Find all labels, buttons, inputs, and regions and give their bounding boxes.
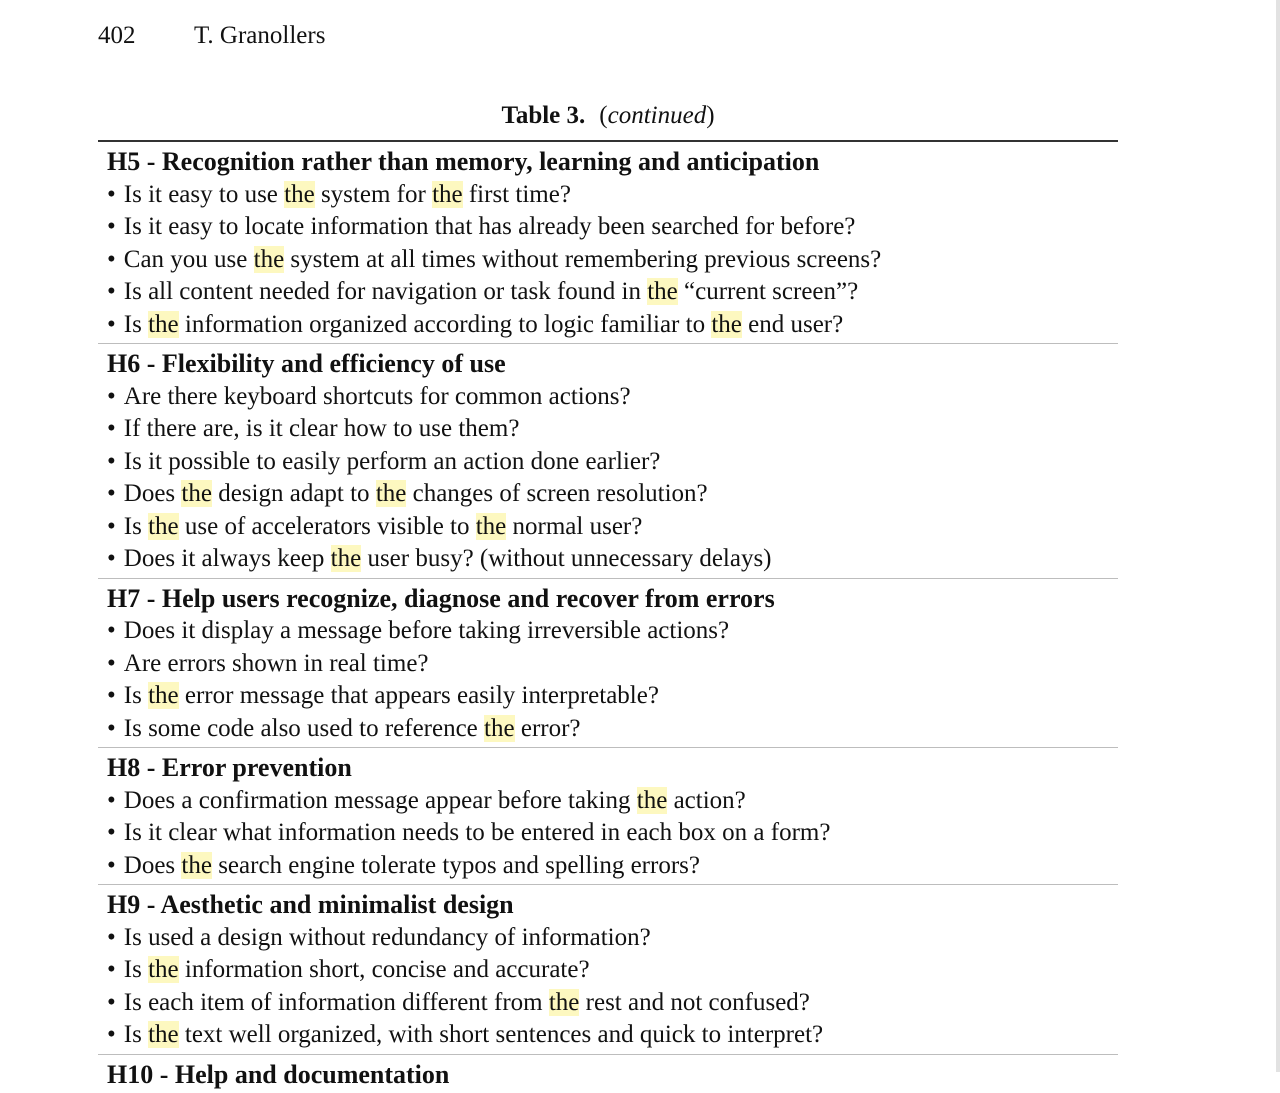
bullet-icon: • xyxy=(107,448,116,475)
question-text: Is the use of accelerators visible to the normal user? xyxy=(124,513,643,540)
heuristic-section xyxy=(98,579,1118,749)
heuristic-question xyxy=(107,511,1118,544)
table-continued-note: continued xyxy=(608,102,707,129)
search-highlight: the xyxy=(484,715,515,742)
bullet-icon: • xyxy=(107,682,116,709)
question-text: Is it clear what information needs to be entered in each box on a form? xyxy=(124,819,831,846)
heuristic-question xyxy=(107,446,1118,479)
heuristic-section xyxy=(98,344,1118,579)
bullet-icon: • xyxy=(107,311,116,338)
heuristic-question xyxy=(107,1019,1118,1052)
page-number: 402 xyxy=(98,20,194,52)
question-text: Is used a design without redundancy of information? xyxy=(124,924,651,951)
question-text: Is each item of information different from the rest and not confused? xyxy=(124,989,810,1016)
question-text: Does the design adapt to the changes of screen resolution? xyxy=(124,480,708,507)
heuristic-question xyxy=(107,615,1118,648)
question-text: Is it easy to locate information that has already been searched for before? xyxy=(124,213,856,240)
heuristic-question xyxy=(107,648,1118,681)
search-highlight: the xyxy=(432,181,463,208)
bullet-icon: • xyxy=(107,213,116,240)
search-highlight: the xyxy=(549,989,580,1016)
question-text: Can you use the system at all times without remembering previous screens? xyxy=(124,246,881,273)
bullet-icon: • xyxy=(107,956,116,983)
search-highlight: the xyxy=(647,278,678,305)
bullet-icon: • xyxy=(107,415,116,442)
search-highlight: the xyxy=(148,311,179,338)
page-edge xyxy=(1276,0,1280,1072)
search-highlight: the xyxy=(148,513,179,540)
bullet-icon: • xyxy=(107,787,116,814)
question-text: Are there keyboard shortcuts for common actions? xyxy=(124,383,631,410)
heuristic-question xyxy=(107,922,1118,955)
heuristic-question xyxy=(107,954,1118,987)
question-text: Is the information short, concise and accurate? xyxy=(124,956,590,983)
page-header xyxy=(98,20,325,52)
heuristics-table xyxy=(98,140,1118,1093)
bullet-icon: • xyxy=(107,480,116,507)
search-highlight: the xyxy=(148,682,179,709)
search-highlight: the xyxy=(331,545,362,572)
heuristic-question xyxy=(107,680,1118,713)
search-highlight: the xyxy=(148,1021,179,1048)
question-text: Is the text well organized, with short sentences and quick to interpret? xyxy=(124,1021,823,1048)
heuristic-question xyxy=(107,478,1118,511)
heuristic-question xyxy=(107,381,1118,414)
bullet-icon: • xyxy=(107,246,116,273)
question-text: Is some code also used to reference the error? xyxy=(124,715,581,742)
heuristic-question xyxy=(107,309,1118,342)
search-highlight: the xyxy=(148,956,179,983)
bullet-icon: • xyxy=(107,989,116,1016)
heuristic-title: H7 - Help users recognize, diagnose and recover from errors xyxy=(107,583,1118,616)
search-highlight: the xyxy=(376,480,407,507)
search-highlight: the xyxy=(254,246,285,273)
bullet-icon: • xyxy=(107,617,116,644)
heuristic-title: H9 - Aesthetic and minimalist design xyxy=(107,889,1118,922)
heuristic-section xyxy=(98,1055,1118,1093)
bullet-icon: • xyxy=(107,513,116,540)
question-text: Is it possible to easily perform an action done earlier? xyxy=(124,448,661,475)
heuristic-question xyxy=(107,713,1118,746)
bullet-icon: • xyxy=(107,715,116,742)
heuristic-question xyxy=(107,244,1118,277)
heuristic-question xyxy=(107,179,1118,212)
question-text: Does a confirmation message appear before taking the action? xyxy=(124,787,746,814)
question-text: If there are, is it clear how to use them? xyxy=(124,415,520,442)
question-text: Does it always keep the user busy? (without unnecessary delays) xyxy=(124,545,772,572)
search-highlight: the xyxy=(181,852,212,879)
heuristic-section xyxy=(98,142,1118,344)
heuristic-question xyxy=(107,987,1118,1020)
question-text: Are errors shown in real time? xyxy=(124,650,429,677)
question-text: Does the search engine tolerate typos and spelling errors? xyxy=(124,852,700,879)
table-label: Table 3. xyxy=(501,102,585,129)
heuristic-title: H8 - Error prevention xyxy=(107,752,1118,785)
search-highlight: the xyxy=(284,181,315,208)
question-text: Is the error message that appears easily interpretable? xyxy=(124,682,659,709)
bullet-icon: • xyxy=(107,924,116,951)
heuristic-question xyxy=(107,817,1118,850)
heuristic-question xyxy=(107,413,1118,446)
heuristic-question xyxy=(107,276,1118,309)
bullet-icon: • xyxy=(107,181,116,208)
question-text: Is the information organized according to logic familiar to the end user? xyxy=(124,311,843,338)
search-highlight: the xyxy=(181,480,212,507)
bullet-icon: • xyxy=(107,1021,116,1048)
heuristic-title: H10 - Help and documentation xyxy=(107,1059,1118,1092)
heuristic-question xyxy=(107,211,1118,244)
heuristic-section xyxy=(98,885,1118,1055)
heuristic-question xyxy=(107,850,1118,883)
question-text: Does it display a message before taking irreversible actions? xyxy=(124,617,729,644)
bullet-icon: • xyxy=(107,383,116,410)
search-highlight: the xyxy=(476,513,507,540)
table-caption: Table 3. (continued) xyxy=(98,100,1118,132)
heuristic-question xyxy=(107,785,1118,818)
heuristic-section xyxy=(98,748,1118,885)
running-author: T. Granollers xyxy=(194,20,325,52)
heuristic-title: H5 - Recognition rather than memory, learning and anticipation xyxy=(107,146,1118,179)
bullet-icon: • xyxy=(107,852,116,879)
heuristic-title: H6 - Flexibility and efficiency of use xyxy=(107,348,1118,381)
bullet-icon: • xyxy=(107,650,116,677)
bullet-icon: • xyxy=(107,545,116,572)
bullet-icon: • xyxy=(107,278,116,305)
question-text: Is it easy to use the system for the first time? xyxy=(124,181,571,208)
bullet-icon: • xyxy=(107,819,116,846)
question-text: Is all content needed for navigation or task found in the “current screen”? xyxy=(124,278,858,305)
heuristic-question xyxy=(107,543,1118,576)
search-highlight: the xyxy=(637,787,668,814)
search-highlight: the xyxy=(711,311,742,338)
